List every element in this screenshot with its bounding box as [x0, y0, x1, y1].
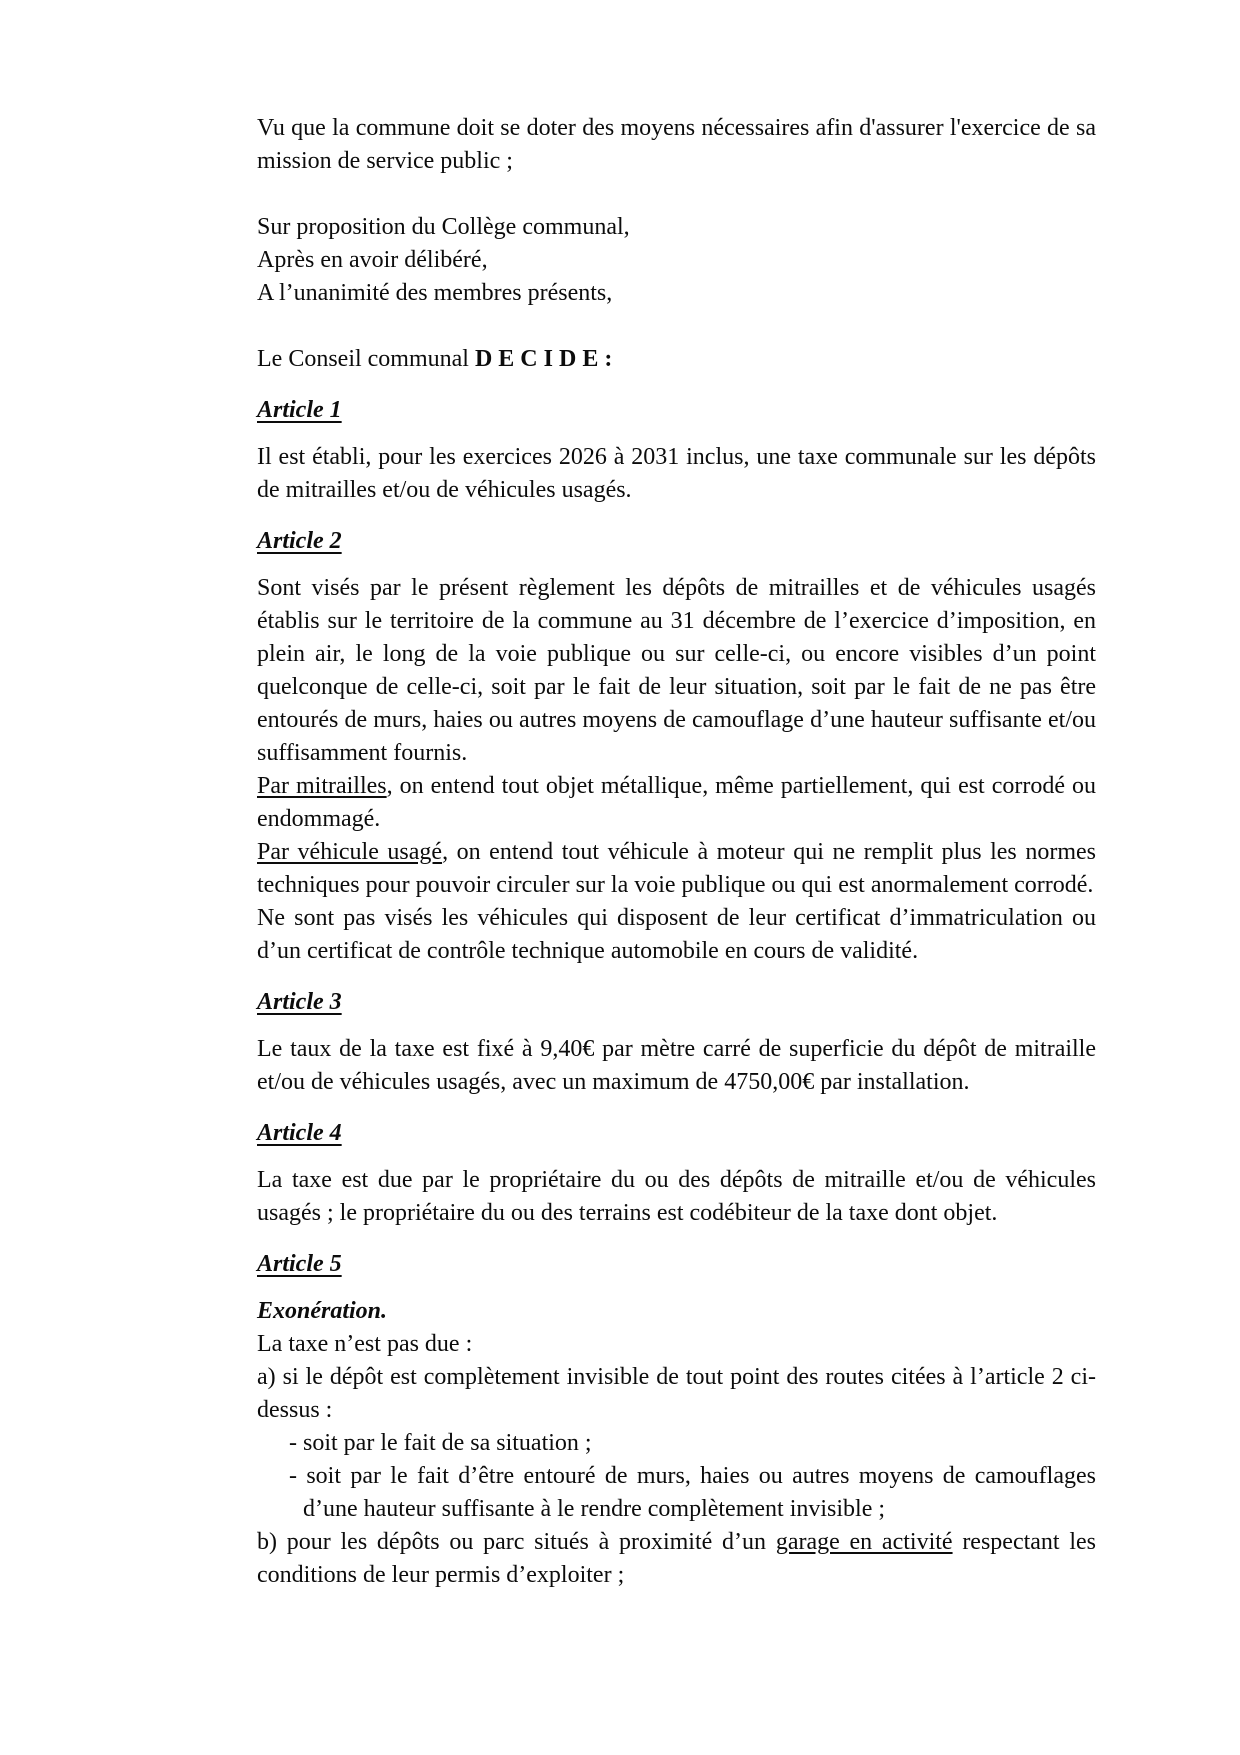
article-2-paragraph-1: Sont visés par le présent règlement les dépôts de mitrailles et de véhicules usagés établis sur le territoire de la commune au 31 décembre de l’exercice d’imposition, en plein air, le long de la voie publique ou sur celle-ci, ou encore visibles d’un point quelconque de celle-ci, soit par le fait de leur situation, soit par le fait de ne pas être entourés de murs, haies ou autres moyens de camouflage d’une hauteur suffisante et/ou suffisamment fournis.	[257, 575, 1096, 766]
intro-paragraph: Vu que la commune doit se doter des moyens nécessaires afin d'assurer l'exercice de sa mission de service public ;	[257, 115, 1096, 174]
mitrailles-definition: , on entend tout objet métallique, même partiellement, qui est corrodé ou endommagé.	[257, 773, 1097, 832]
article-2-paragraph-mitrailles	[257, 770, 1096, 836]
article-2-paragraph-exclusion: Ne sont pas visés les véhicules qui disposent de leur certificat d’immatriculation ou d’un certificat de contrôle technique automobile en cours de validité.	[257, 905, 1096, 964]
exoneration-item-a: a) si le dépôt est complètement invisible de tout point des routes citées à l’article 2 ci-dessus :	[257, 1364, 1096, 1423]
item-b-prefix: b) pour les dépôts ou parc situés à proximité d’un	[257, 1529, 776, 1555]
vehicule-usage-underlined-term: Par véhicule usagé	[257, 839, 443, 865]
preamble-line-proposition: Sur proposition du Collège communal,	[257, 214, 630, 240]
item-b-suffix: respectant les conditions de leur permis d’exploiter ;	[257, 1529, 1097, 1588]
preamble-block	[257, 211, 1096, 310]
article-1-body: Il est établi, pour les exercices 2026 à 2031 inclus, une taxe communale sur les dépôts de mitrailles et/ou de véhicules usagés.	[257, 444, 1096, 503]
exoneration-intro: La taxe n’est pas due :	[257, 1331, 473, 1357]
vehicule-usage-definition: , on entend tout véhicule à moteur qui ne remplit plus les normes techniques pour pouvoir circuler sur la voie publique ou qui est anormalement corrodé.	[257, 839, 1096, 898]
article-2-paragraph-vehicule	[257, 836, 1096, 902]
decide-line	[257, 343, 1096, 376]
article-3-heading: Article 3	[257, 989, 342, 1015]
garage-en-activite-underlined: garage en activité	[775, 1529, 953, 1555]
preamble-line-deliberation: Après en avoir délibéré,	[257, 247, 488, 273]
decide-prefix: Le Conseil communal	[257, 346, 475, 372]
exoneration-item-b	[257, 1526, 1096, 1592]
exoneration-dash-situation: - soit par le fait de sa situation ;	[289, 1430, 592, 1456]
article-5-heading: Article 5	[257, 1251, 342, 1277]
article-4-body: La taxe est due par le propriétaire du ou des dépôts de mitraille et/ou de véhicules usagés ; le propriétaire du ou des terrains est codébiteur de la taxe dont objet.	[257, 1167, 1096, 1226]
exoneration-dash-entoure: - soit par le fait d’être entouré de murs, haies ou autres moyens de camouflages d’une hauteur suffisante à le rendre complètement invisible ;	[289, 1463, 1096, 1522]
decide-word: D E C I D E :	[474, 346, 613, 372]
exoneration-subheading: Exonération.	[257, 1298, 388, 1324]
article-3-body: Le taux de la taxe est fixé à 9,40€ par mètre carré de superficie du dépôt de mitraille et/ou de véhicules usagés, avec un maximum de 4750,00€ par installation.	[257, 1036, 1096, 1095]
mitrailles-underlined-term: Par mitrailles	[257, 773, 387, 799]
article-1-heading: Article 1	[257, 397, 342, 423]
article-4-heading: Article 4	[257, 1120, 342, 1146]
article-2-heading: Article 2	[257, 528, 342, 554]
preamble-line-unanimite: A l’unanimité des membres présents,	[257, 280, 613, 306]
